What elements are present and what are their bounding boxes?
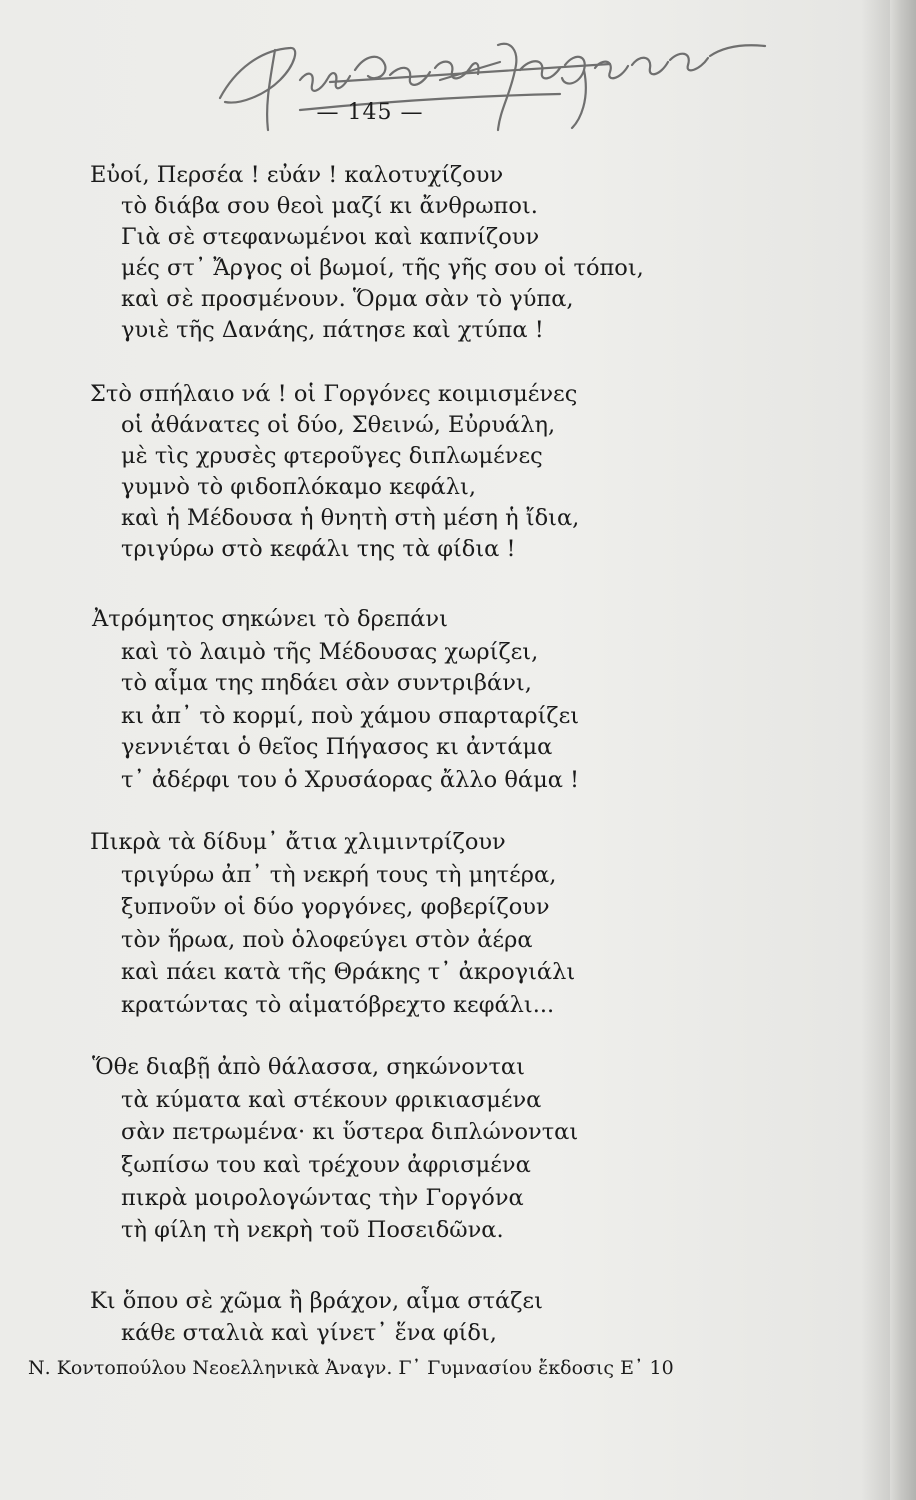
verse-line: κρατώντας τὸ αἱματόβρεχτο κεφάλι... (121, 992, 555, 1018)
verse-line: τὴ φίλη τὴ νεκρὴ τοῦ Ποσειδῶνα. (121, 1217, 504, 1243)
page-number: — 145 — (316, 100, 424, 125)
verse-line: μές στ᾽ Ἄργος οἱ βωμοί, τῆς γῆς σου οἱ τόποι, (121, 255, 644, 281)
verse-line: καὶ πάει κατὰ τῆς Θράκης τ᾽ ἀκρογιάλι (121, 959, 576, 985)
verse-line: τὸ διάβα σου θεοὶ μαζί κι ἄνθρωποι. (121, 193, 538, 219)
verse-line: τριγύρω στὸ κεφάλι της τὰ φίδια ! (121, 536, 516, 562)
verse-line: τ᾽ ἀδέρφι του ὁ Χρυσάορας ἄλλο θάμα ! (121, 767, 580, 793)
verse-line: τὰ κύματα καὶ στέκουν φρικιασμένα (121, 1087, 542, 1113)
verse-line: γυιὲ τῆς Δανάης, πάτησε καὶ χτύπα ! (121, 317, 544, 343)
verse-line: ξωπίσω του καὶ τρέχουν ἀφρισμένα (121, 1152, 531, 1178)
verse-line: γυμνὸ τὸ φιδοπλόκαμο κεφάλι, (121, 474, 477, 500)
verse-line: Στὸ σπήλαιο νά ! οἱ Γοργόνες κοιμισμένες (90, 381, 578, 407)
verse-line: πικρὰ μοιρολογώντας τὴν Γοργόνα (121, 1185, 524, 1211)
verse-line: κάθε σταλιὰ καὶ γίνετ᾽ ἕνα φίδι, (121, 1320, 497, 1346)
verse-line: τὸ αἷμα της πηδάει σὰν συντριβάνι, (121, 670, 532, 696)
handwritten-signature (180, 10, 770, 160)
page-footer: Ν. Κοντοπούλου Νεοελληνικὰ Ἀναγν. Γ᾽ Γυμνασίου ἔκδοσις Ε᾽ 10 (28, 1357, 674, 1379)
verse-line: τριγύρω ἀπ᾽ τὴ νεκρή τους τὴ μητέρα, (121, 862, 557, 888)
verse-line: Ἀτρόμητος σηκώνει τὸ δρεπάνι (92, 606, 448, 632)
verse-line: τὸν ἥρωα, ποὺ ὁλοφεύγει στὸν ἀέρα (121, 927, 533, 953)
verse-line: ξυπνοῦν οἱ δύο γοργόνες, φοβερίζουν (121, 894, 550, 920)
verse-line: καὶ σὲ προσμένουν. Ὅρμα σὰν τὸ γύπα, (121, 286, 574, 312)
verse-line: Γιὰ σὲ στεφανωμένοι καὶ καπνίζουν (121, 224, 540, 250)
verse-line: Κι ὅπου σὲ χῶμα ἢ βράχον, αἷμα στάζει (90, 1288, 543, 1314)
verse-line: καὶ τὸ λαιμὸ τῆς Μέδουσας χωρίζει, (121, 639, 539, 665)
verse-line: καὶ ἡ Μέδουσα ἡ θνητὴ στὴ μέση ἡ ἴδια, (121, 505, 580, 531)
verse-line: μὲ τὶς χρυσὲς φτεροῦγες διπλωμένες (121, 443, 543, 469)
page-edge-shadow (890, 0, 916, 1500)
verse-line: γεννιέται ὁ θεῖος Πήγασος κι ἀντάμα (121, 734, 553, 760)
verse-line: σὰν πετρωμένα· κι ὕστερα διπλώνονται (121, 1119, 579, 1145)
verse-line: Εὐοί, Περσέα ! εὐάν ! καλοτυχίζουν (90, 162, 504, 188)
verse-line: κι ἀπ᾽ τὸ κορμί, ποὺ χάμου σπαρταρίζει (121, 703, 580, 729)
verse-line: Ὅθε διαβῇ ἀπὸ θάλασσα, σηκώνονται (92, 1054, 525, 1080)
verse-line: οἱ ἀθάνατες οἱ δύο, Σθεινώ, Εὐρυάλη, (121, 412, 556, 438)
verse-line: Πικρὰ τὰ δίδυμ᾽ ἄτια χλιμιντρίζουν (90, 829, 506, 855)
